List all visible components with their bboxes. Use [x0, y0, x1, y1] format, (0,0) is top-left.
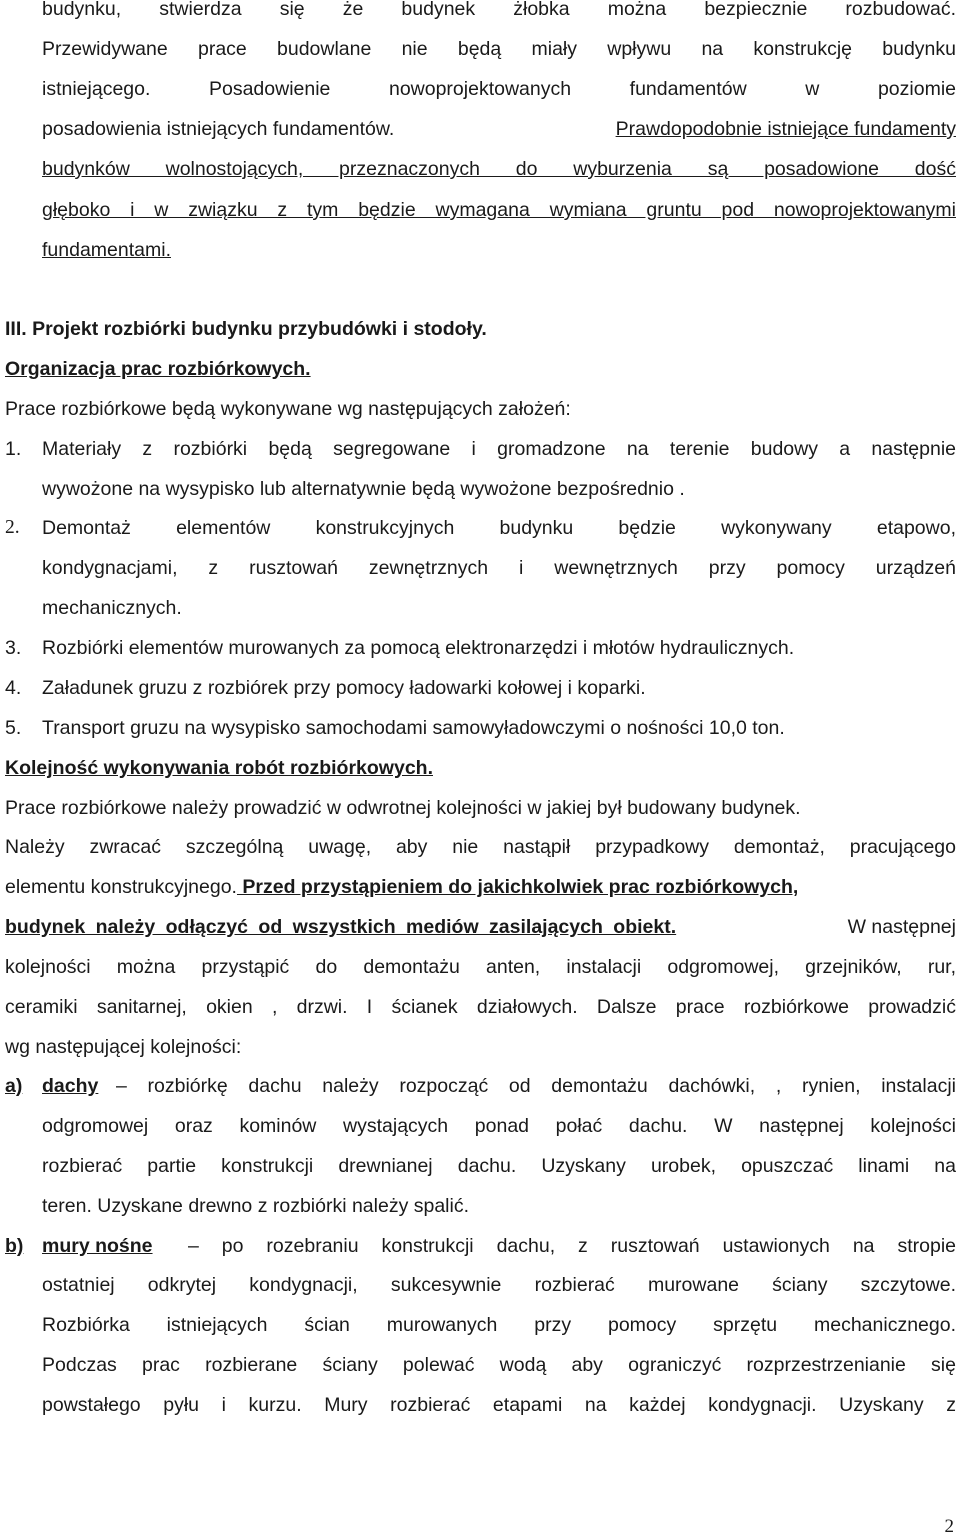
order-line: wg następującej kolejności: — [5, 1036, 242, 1058]
item-line: Demontaż elementów konstrukcyjnych budynku będzie wykonywany etapowo, — [42, 517, 956, 539]
underlined-line: budynków wolnostojących, przeznaczonych do wyburzenia są posadowione dość — [42, 158, 956, 180]
list-line: teren. Uzyskane drewno z rozbiórki należy spalić. — [42, 1195, 470, 1217]
item-number: 3. — [5, 637, 22, 659]
paragraph-line: istniejącego. Posadowienie nowoprojektowanych fundamentów w poziomie — [42, 78, 956, 100]
paragraph-line: Przewidywane prace budowlane nie będą miały wpływu na konstrukcję budynku — [42, 38, 956, 60]
section-heading: III. Projekt rozbiórki budynku przybudówki i stodoły. — [5, 318, 487, 340]
order-bold-text: Przed przystąpieniem do jakichkolwiek prac rozbiórkowych, — [236, 876, 799, 898]
paragraph-text: posadowienia istniejących fundamentów. — [42, 118, 395, 140]
order-line: Prace rozbiórkowe należy prowadzić w odwrotnej kolejności w jakiej był budowany budynek. — [5, 797, 801, 819]
list-line: powstałego pyłu i kurzu. Mury rozbierać etapami na każdej kondygnacji. Uzyskany z — [42, 1394, 956, 1416]
intro-text: Prace rozbiórkowe będą wykonywane wg następujących założeń: — [5, 398, 571, 420]
order-line — [5, 915, 956, 939]
list-line — [42, 1234, 956, 1258]
list-text: – rozbiórkę dachu należy rozpocząć od demontażu dachówki, , rynien, instalacji — [116, 1075, 956, 1097]
order-heading-line — [5, 756, 956, 780]
list-line: rozbierać partie konstrukcji drewnianej dachu. Uzyskany urobek, opuszczać linami na — [42, 1155, 956, 1177]
underlined-line: fundamentami. — [42, 239, 171, 261]
order-line: ceramiki sanitarnej, okien , drzwi. I ścianek działowych. Dalsze prace rozbiórkowe prowadzić — [5, 996, 956, 1018]
underlined-text: Prawdopodobnie istniejące fundamenty — [615, 118, 956, 140]
list-label: a) — [5, 1075, 23, 1097]
paragraph-line — [42, 117, 956, 141]
list-label: b) — [5, 1235, 24, 1257]
item-line: Rozbiórki elementów murowanych za pomocą elektronarzędzi i młotów hydraulicznych. — [42, 637, 795, 659]
order-text: elementu konstrukcyjnego. — [5, 876, 237, 898]
org-heading: Organizacja prac rozbiórkowych. — [5, 358, 311, 380]
item-line: wywożone na wysypisko lub alternatywnie będą wywożone bezpośrednio . — [42, 478, 685, 500]
list-line: ostatniej odkrytej kondygnacji, sukcesywnie rozbierać murowane ściany szczytowe. — [42, 1274, 956, 1296]
list-line: odgromowej oraz kominów wystających ponad połać dachu. W następnej kolejności — [42, 1115, 956, 1137]
item-number: 4. — [5, 677, 22, 699]
list-term: mury nośne — [42, 1235, 153, 1257]
list-line: Podczas prac rozbierane ściany polewać wodą aby ograniczyć rozprzestrzenianie się — [42, 1354, 956, 1376]
item-line: mechanicznych. — [42, 597, 182, 619]
item-line: kondygnacjami, z rusztowań zewnętrznych i wewnętrznych przy pomocy urządzeń — [42, 557, 956, 579]
list-text: – po rozebraniu konstrukcji dachu, z rusztowań ustawionych na stropie — [188, 1235, 956, 1257]
list-line: Rozbiórka istniejących ścian murowanych przy pomocy sprzętu mechanicznego. — [42, 1314, 956, 1336]
page-number: 2 — [944, 1516, 954, 1537]
list-term: dachy — [42, 1075, 99, 1097]
order-text: W następnej — [847, 916, 956, 938]
order-heading: Kolejność wykonywania robót rozbiórkowych. — [5, 757, 433, 779]
order-line: kolejności można przystąpić do demontażu anten, instalacji odgromowej, grzejników, rur, — [5, 956, 956, 978]
item-line: Materiały z rozbiórki będą segregowane i gromadzone na terenie budowy a następnie — [42, 438, 956, 460]
item-line: Transport gruzu na wysypisko samochodami samowyładowczymi o nośności 10,0 ton. — [42, 717, 785, 739]
paragraph-line: budynku, stwierdza się że budynek żłobka można bezpiecznie rozbudować. — [42, 0, 956, 20]
item-number: 2. — [5, 517, 20, 538]
order-bold-text: budynek należy odłączyć od wszystkich mediów zasilających obiekt. — [5, 916, 677, 938]
order-line — [5, 875, 956, 899]
item-number: 1. — [5, 438, 22, 460]
subsection-heading — [5, 357, 956, 381]
underlined-line: głęboko i w związku z tym będzie wymagana wymiana gruntu pod nowoprojektowanymi — [42, 199, 956, 221]
order-line: Należy zwracać szczególną uwagę, aby nie nastąpił przypadkowy demontaż, pracującego — [5, 836, 956, 858]
item-number: 5. — [5, 717, 22, 739]
list-line — [42, 1074, 956, 1098]
item-line: Załadunek gruzu z rozbiórek przy pomocy ładowarki kołowej i koparki. — [42, 677, 646, 699]
